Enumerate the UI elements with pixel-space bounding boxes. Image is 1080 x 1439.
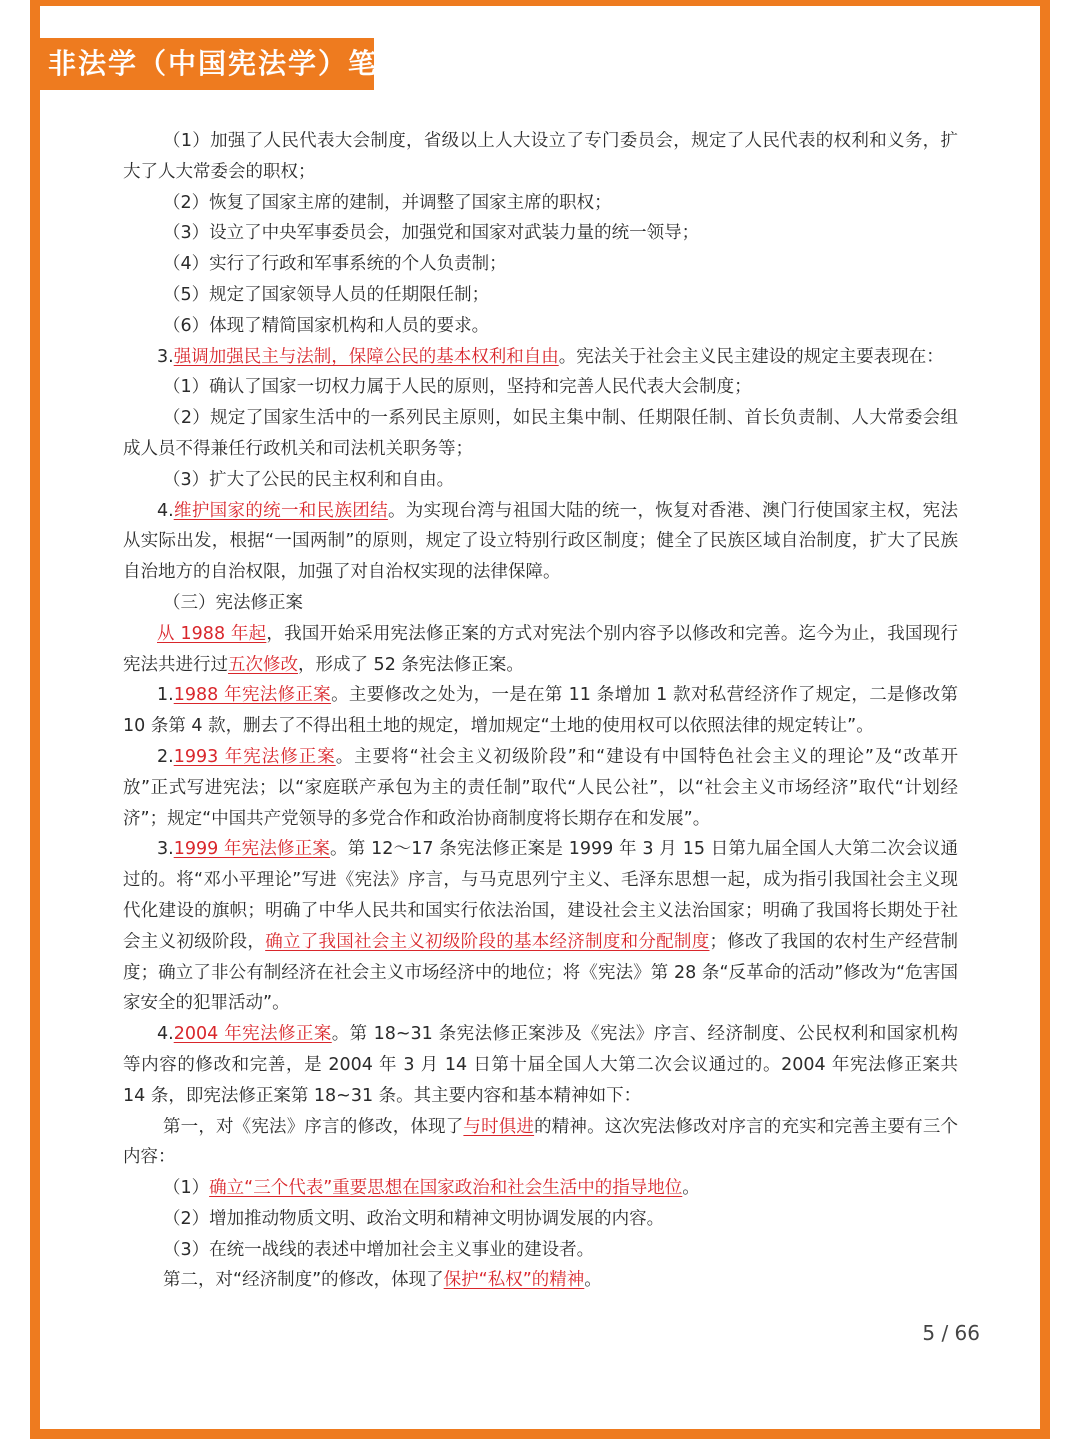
paragraph bbox=[123, 280, 958, 311]
highlighted-text: 确立“三个代表”重要思想在国家政治和社会生活中的指导地位 bbox=[209, 1178, 683, 1199]
paragraph bbox=[123, 1173, 958, 1204]
paragraph bbox=[123, 249, 958, 280]
paragraph-text: （2）增加推动物质文明、政治文明和精神文明协调发展的内容。 bbox=[163, 1208, 665, 1229]
paragraph bbox=[123, 742, 958, 834]
highlighted-text: 2004 年宪法修正案 bbox=[173, 1024, 332, 1045]
paragraph-text: （3）设立了中央军事委员会，加强党和国家对武装力量的统一领导； bbox=[163, 223, 700, 244]
paragraph-text: 4. bbox=[157, 500, 174, 521]
paragraph bbox=[123, 834, 958, 1019]
paragraph bbox=[123, 1235, 958, 1266]
paragraph bbox=[123, 342, 958, 373]
paragraph-text: 。 bbox=[682, 1178, 700, 1199]
paragraph-text: 。主要将“社会主义初级阶段”和“建设有中国特色社会主义的理论”及“改革开放”正式写进宪法；以“家庭联产承包为主的责任制”取代“人民公社”，以“社会主义市场经济”取代“计划经济”；规定“中国共产党领导的多党合作和政治协商制度将长期存在和发展”。 bbox=[123, 746, 958, 829]
paragraph-text: 1. bbox=[157, 685, 174, 706]
paragraph-text: 。宪法关于社会主义民主建设的规定主要表现在： bbox=[558, 346, 944, 367]
paragraph-text: （3）扩大了公民的民主权利和自由。 bbox=[163, 469, 455, 490]
highlighted-text: 从 1988 年起 bbox=[157, 623, 267, 644]
paragraph bbox=[123, 1112, 958, 1174]
paragraph bbox=[123, 1019, 958, 1111]
paragraph bbox=[123, 619, 958, 681]
paragraph bbox=[123, 588, 958, 619]
notes-body bbox=[123, 126, 958, 1296]
paragraph bbox=[123, 680, 958, 742]
paragraph-text: 的精神。这次宪法修改对序言的充实和完善主要有三个内容： bbox=[123, 1116, 959, 1168]
paragraph-text: ，我国开始采用宪法修正案的方式对宪法个别内容予以修改和完善。迄今为止，我国现行宪法共进行过 bbox=[123, 623, 958, 675]
paragraph bbox=[123, 496, 958, 588]
paragraph-text: ；修改了我国的农村生产经营制度；确立了非公有制经济在社会主义市场经济中的地位；将《宪法》第 28 条“反革命的活动”修改为“危害国家安全的犯罪活动”。 bbox=[123, 931, 959, 1014]
highlighted-text: 强调加强民主与法制，保障公民的基本权利和自由 bbox=[173, 346, 559, 367]
page-number: 5 / 66 bbox=[922, 1321, 980, 1345]
paragraph-text: 。为实现台湾与祖国大陆的统一，恢复对香港、澳门行使国家主权，宪法从实际出发，根据“一国两制”的原则，规定了设立特别行政区制度；健全了民族区域自治制度，扩大了民族自治地方的自治权限，加强了对自治权实现的法律保障。 bbox=[123, 500, 959, 583]
paragraph-text: （4）实行了行政和军事系统的个人负责制； bbox=[163, 254, 507, 275]
paragraph-text: 。主要修改之处为，一是在第 11 条增加 1 款对私营经济作了规定，二是修改第 10 条第 4 款，删去了不得出租土地的规定，增加规定“土地的使用权可以依照法律的规定转让”。 bbox=[123, 685, 958, 737]
paragraph bbox=[123, 403, 958, 465]
paragraph-text: 2. bbox=[157, 746, 174, 767]
highlighted-text: 确立了我国社会主义初级阶段的基本经济制度和分配制度 bbox=[265, 931, 710, 952]
highlighted-text: 五次修改 bbox=[228, 654, 298, 675]
paragraph-text: 。第 12～17 条宪法修正案是 1999 年 3 月 15 日第九届全国人大第二次会议通过的。将“邓小平理论”写进《宪法》序言，与马克思列宁主义、毛泽东思想一起，成为指引我国社会主义现代化建设的旗帜；明确了中华人民共和国实行依法治国，建设社会主义法治国家；明确了我国将长期处于社会主义初级阶段， bbox=[123, 839, 958, 952]
paragraph bbox=[123, 372, 958, 403]
paragraph-text: （1） bbox=[163, 1178, 210, 1199]
paragraph-text: （3）在统一战线的表述中增加社会主义事业的建设者。 bbox=[163, 1239, 595, 1260]
paragraph-text: （2）恢复了国家主席的建制，并调整了国家主席的职权； bbox=[163, 192, 612, 213]
highlighted-text: 1988 年宪法修正案 bbox=[173, 685, 332, 706]
paragraph-text: （6）体现了精简国家机构和人员的要求。 bbox=[163, 315, 490, 336]
paragraph-text: （2）规定了国家生活中的一系列民主原则，如民主集中制、任期限任制、首长负责制、人大常委会组成人员不得兼任行政机关和司法机关职务等； bbox=[123, 408, 958, 459]
highlighted-text: 1993 年宪法修正案 bbox=[173, 746, 336, 767]
paragraph-text: 3. bbox=[157, 839, 174, 860]
paragraph bbox=[123, 1204, 958, 1235]
highlighted-text: 1999 年宪法修正案 bbox=[173, 839, 331, 860]
paragraph-text: 3. bbox=[157, 346, 174, 367]
paragraph-text: （1）确认了国家一切权力属于人民的原则，坚持和完善人民代表大会制度； bbox=[163, 377, 752, 398]
paragraph-text: 。第 18~31 条宪法修正案涉及《宪法》序言、经济制度、公民权利和国家机构等内容的修改和完善，是 2004 年 3 月 14 日第十届全国人大第二次会议通过的。2004 年宪法修正案共 14 条，即宪法修正案第 18~31 条。其主要内容和基本精神如下： bbox=[123, 1024, 958, 1106]
paragraph-text: （1）加强了人民代表大会制度，省级以上人大设立了专门委员会，规定了人民代表的权利和义务，扩大了人大常委会的职权； bbox=[123, 131, 958, 182]
highlighted-text: 维护国家的统一和民族团结 bbox=[173, 500, 388, 521]
paragraph bbox=[123, 188, 958, 219]
paragraph-text: 。 bbox=[584, 1270, 602, 1291]
paragraph-text: （三）宪法修正案 bbox=[163, 592, 303, 613]
paragraph-text: 第二，对“经济制度”的修改，体现了 bbox=[163, 1270, 444, 1291]
paragraph-text: 4. bbox=[157, 1024, 174, 1045]
highlighted-text: 与时俱进 bbox=[463, 1116, 535, 1137]
paragraph bbox=[123, 1265, 958, 1296]
paragraph-text: 第一，对《宪法》序言的修改，体现了 bbox=[163, 1116, 464, 1137]
paragraph-text: （5）规定了国家领导人员的任期限任制； bbox=[163, 284, 490, 305]
paragraph bbox=[123, 465, 958, 496]
paragraph bbox=[123, 311, 958, 342]
paragraph bbox=[123, 126, 958, 188]
highlighted-text: 保护“私权”的精神 bbox=[443, 1270, 585, 1291]
paragraph-text: ，形成了 52 条宪法修正案。 bbox=[298, 654, 524, 675]
paragraph bbox=[123, 218, 958, 249]
page-title: 非法学（中国宪法学）笔记 bbox=[38, 38, 374, 90]
